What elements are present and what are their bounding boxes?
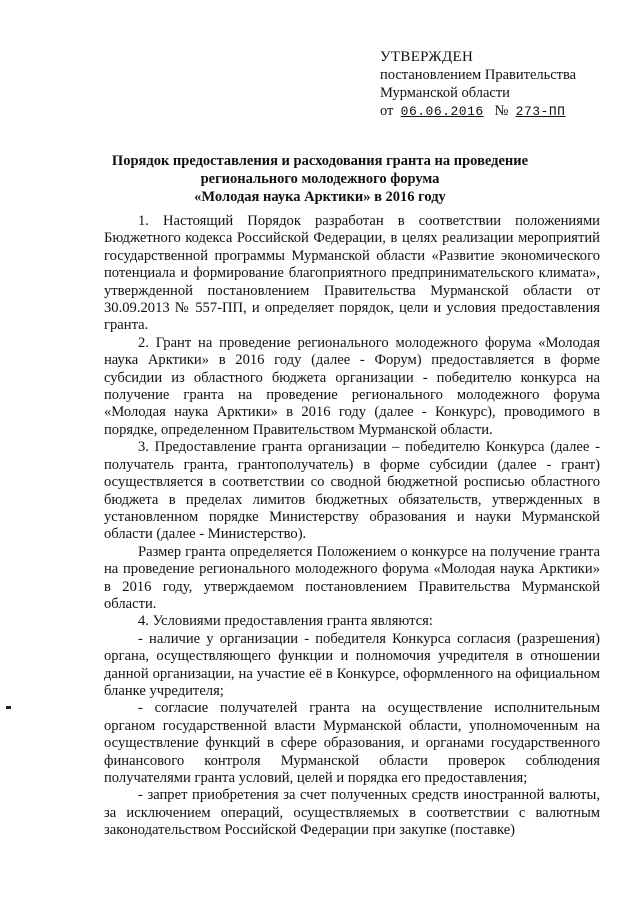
approval-date: 06.06.2016	[400, 104, 484, 119]
paragraph-2: 2. Грант на проведение регионального молодежного форума «Молодая наука Арктики» в 2016 году (далее - Форум) предоставляется в форме субсидии из областного бюджета организации - победителю конкурса на получение гранта на проведение регионального молодежного форума «Молодая наука Арктики» в 2016 году (далее - Конкурс), проводимого в порядке, определенном Правительством Мурманской области.	[104, 334, 600, 438]
paragraph-3: 3. Предоставление гранта организации – победителю Конкурса (далее - получатель гранта, грантополучатель) в форме субсидии (далее - грант) осуществляется в соответствии со сводной бюджетной росписью областного бюджета в пределах лимитов бюджетных обязательств, утвержденных в установленном порядке Министерству образования и науки Мурманской области (далее - Министерство).	[104, 439, 600, 543]
condition-item: - наличие у организации - победителя Конкурса согласия (разрешения) органа, осуществляющего функции и полномочия учредителя в отношении данной организации, на участие её в Конкурсе, оформленного на официальном бланке учредителя;	[104, 630, 600, 699]
document-title	[100, 152, 540, 206]
condition-item: - запрет приобретения за счет полученных средств иностранной валюты, за исключением операций, осуществляемых в соответствии с валютным законодательством Российской Федерации при закупке (поставке)	[104, 787, 600, 839]
title-line-2: регионального молодежного форума	[200, 171, 440, 187]
condition-item: - согласие получателей гранта на осуществление исполнительным органом государственной власти Мурманской области, уполномоченным на осуществление функций в сфере образования, и органами государственного финансового контроля Мурманской области проверок соблюдения получателями гранта условий, целей и порядка его предоставления;	[104, 700, 600, 786]
paragraph-1: 1. Настоящий Порядок разработан в соответствии положениями Бюджетного кодекса Российской Федерации, в целях реализации мероприятий государственной программы Мурманской области «Развитие экономического потенциала и формирование благоприятного предпринимательского климата», утвержденной постановлением Правительства Мурманской области от 30.09.2013 № 557-ПП, и определяет порядок, цели и условия предоставления гранта.	[104, 213, 600, 334]
approval-number: 273-ПП	[515, 104, 566, 119]
approval-date-number	[380, 102, 576, 121]
approval-region: Мурманской области	[380, 85, 510, 101]
title-line-1: Порядок предоставления и расходования гранта на проведение	[111, 153, 529, 169]
document-body	[104, 213, 600, 840]
date-prefix: от	[380, 103, 394, 119]
scan-mark	[6, 706, 11, 709]
title-line-3: «Молодая наука Арктики» в 2016 году	[194, 189, 446, 205]
approval-authority: постановлением Правительства	[380, 67, 577, 83]
paragraph-4: 4. Условиями предоставления гранта являются:	[138, 613, 433, 630]
number-prefix: №	[494, 103, 509, 119]
paragraph-grant-size: Размер гранта определяется Положением о конкурсе на получение гранта на проведение регионального молодежного форума «Молодая наука Арктики» в 2016 году, утверждаемом постановлением Правительства Мурманской области.	[104, 543, 600, 612]
approval-stamp	[380, 48, 576, 121]
approval-heading: УТВЕРЖДЕН	[380, 49, 474, 65]
